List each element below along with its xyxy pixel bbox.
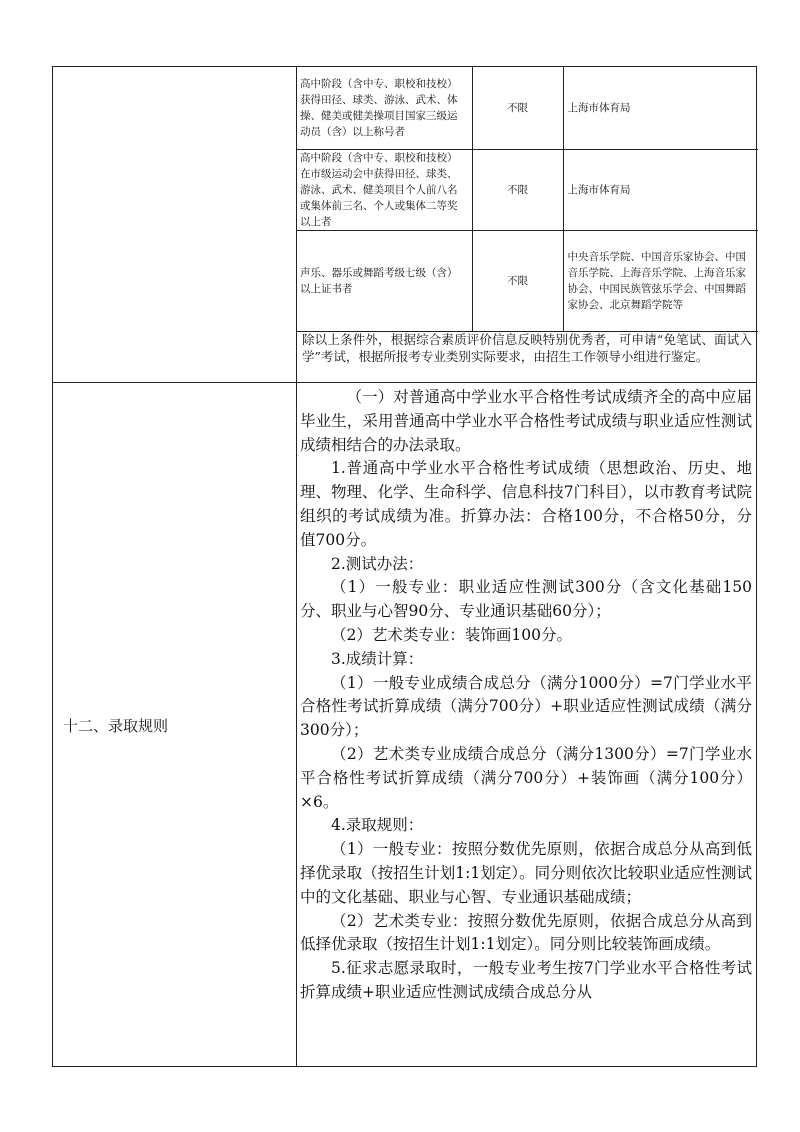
authority-cell: 中央音乐学院、中国音乐家协会、中国音乐学院、上海音乐学院、上海音乐家协会、中国民族管弦乐学会、中国舞蹈家协会、北京舞蹈学院等 <box>563 230 758 331</box>
limit-cell: 不限 <box>472 149 563 230</box>
rule-paragraph: （2）艺术类专业：按照分数优先原则，依据合成总分从高到低择优录取（按招生计划1:1划定）。同分则比较装饰画成绩。 <box>300 911 752 954</box>
rule-paragraph: （2）艺术类专业成绩合成总分（满分1300分）=7门学业水平合格性考试折算成绩（满分700分）+装饰画（满分100分）×6。 <box>300 744 752 811</box>
condition-cell: 声乐、器乐或舞蹈考级七级（含）以上证书者 <box>296 230 472 331</box>
rule-paragraph: 2.测试办法： <box>331 554 424 573</box>
table-note: 除以上条件外，根据综合素质评价信息反映特别优秀者，可申请“免笔试、面试入学”考试，根据所报考专业类别实际要求，由招生工作领导小组进行鉴定。 <box>302 332 752 364</box>
limit-cell: 不限 <box>472 230 563 331</box>
table-frame <box>52 66 757 1067</box>
rule-paragraph: 5.征求志愿录取时，一般专业考生按7门学业水平合格性考试折算成绩+职业适应性测试成绩合成总分从 <box>300 959 752 1001</box>
condition-cell: 高中阶段（含中专、职校和技校）获得田径、球类、游泳、武术、体操、健美或健美操项目国家三级运动员（含）以上称号者 <box>296 67 472 149</box>
table-row <box>296 230 758 331</box>
authority-cell: 上海市体育局 <box>563 67 758 149</box>
limit-cell: 不限 <box>472 67 563 149</box>
section-label: 十二、录取规则 <box>63 717 169 735</box>
rule-paragraph: （1）一般专业：职业适应性测试300分（含文化基础150分、职业与心智90分、专业通识基础60分）； <box>300 578 752 621</box>
condition-cell: 高中阶段（含中专、职校和技校）在市级运动会中获得田径、球类、游泳、武术、健美项目个人前八名或集体前三名、个人或集体二等奖以上者 <box>296 149 472 230</box>
rule-paragraph: 4.录取规则： <box>331 816 424 835</box>
rule-paragraph: 3.成绩计算： <box>331 649 424 668</box>
rule-paragraph: （1）一般专业：按照分数优先原则，依据合成总分从高到低择优录取（按招生计划1:1划定）。同分则依次比较职业适应性测试中的文化基础、职业与心智、专业通识基础成绩； <box>300 840 752 906</box>
row-divider <box>53 382 756 383</box>
rule-paragraph: （一）对普通高中学业水平合格性考试成绩齐全的高中应届毕业生，采用普通高中学业水平合格性考试成绩与职业适应性测试成绩相结合的办法录取。 <box>300 388 752 454</box>
admission-rules <box>300 386 752 1005</box>
rule-paragraph: （2）艺术类专业：装饰画100分。 <box>331 625 572 644</box>
rule-paragraph: （1）一般专业成绩合成总分（满分1000分）=7门学业水平合格性考试折算成绩（满分700分）+职业适应性测试成绩（满分300分）； <box>300 673 752 740</box>
rule-paragraph: 1.普通高中学业水平合格性考试成绩（思想政治、历史、地理、物理、化学、生命科学、信息科技7门科目），以市教育考试院组织的考试成绩为准。折算办法：合格100分，不合格50分，分值700分。 <box>300 459 752 549</box>
table-row <box>296 67 758 149</box>
table-row <box>296 149 758 230</box>
authority-cell: 上海市体育局 <box>563 149 758 230</box>
special-admission-table <box>296 67 758 329</box>
